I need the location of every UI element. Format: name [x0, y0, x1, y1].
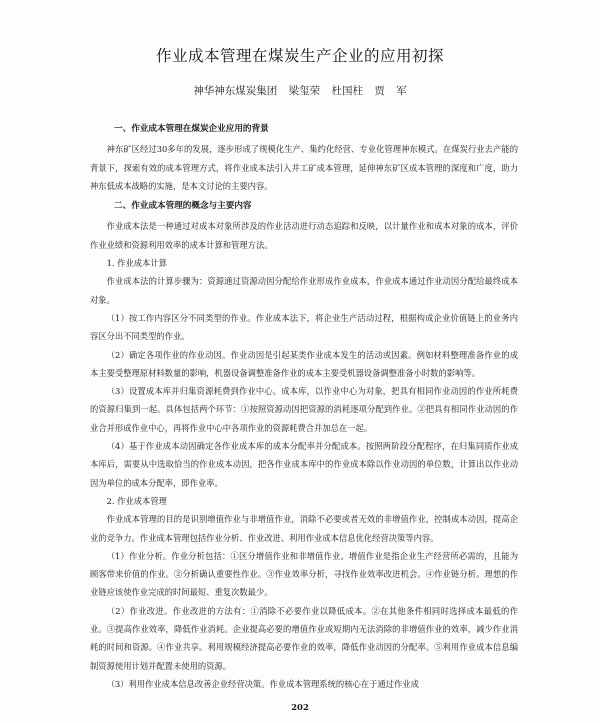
paragraph: （3）利用作业成本信息改善企业经营决策。作业成本管理系统的核心在于通过作业成	[106, 678, 419, 689]
paragraph: 作业成本法的计算步骤为：资源通过资源动因分配给作业形成作业成本，作业成本通过作业动因分配给最终成本对象。	[90, 276, 518, 305]
paragraph: 神东矿区经过30多年的发展，逐步形成了规模化生产、集约化经营、专业化管理神东模式。在煤炭行业去产能的背景下，探索有效的成本管理方式，将作业成本法引入井工矿成本管理，延伸神东矿区成本管理的深度和广度，助力神东低成本战略的实施，是本文讨论的主要内容。	[90, 144, 518, 191]
subsection-heading: 2. 作业成本管理	[106, 495, 167, 506]
paragraph: （2）确定各项作业的作业动因。作业动因是引起某类作业成本发生的活动或因素。例如材料整理准备作业的成本主要受整理原材料数量的影响，机器设备调整准备作业的成本主要受机器设备调整准备小时数的影响等。	[90, 349, 518, 378]
paragraph: （1）作业分析。作业分析包括：①区分增值作业和非增值作业。增值作业是指企业生产经营所必需的，且能为顾客带来价值的作业。②分析确认重要性作业。③作业效率分析，寻找作业效率改进机会。④作业链分析。理想的作业链应该使作业完成的时间最短、重复次数最少。	[90, 550, 518, 598]
paragraph: （2）作业改进。作业改进的方法有：①消除不必要作业以降低成本。②在其他条件相同时选择成本最低的作业。③提高作业效率，降低作业消耗。企业提高必要的增值作业或短期内无法消除的非增值作业的效率，减少作业消耗的时间和资源。④作业共享。利用规模经济提高必要作业的效率，降低作业动因的分配率。⑤利用作业成本信息编制资源使用计划并配置未使用的资源。	[90, 605, 518, 671]
paragraph: （1）按工作内容区分不同类型的作业。作业成本法下，将企业生产活动过程，根据构成企业价值链上的业务内容区分出不同类型的作业。	[90, 312, 518, 342]
paragraph: 作业成本管理的目的是识别增值作业与非增值作业，消除不必要或者无效的非增值作业，控制成本动因，提高企业的竞争力。作业成本管理包括作业分析、作业改进、利用作业成本信息优化经营决策等内容。	[90, 514, 518, 543]
page-title: 作业成本管理在煤炭生产企业的应用初探	[155, 47, 444, 65]
page-number: 202	[291, 703, 309, 713]
section-heading: 二、作业成本管理的概念与主要内容	[114, 201, 252, 212]
article-body	[90, 118, 518, 693]
author-line: 神华神东煤炭集团 梁玺荣 杜国柱 贾 军	[193, 85, 407, 97]
subsection-heading: 1. 作业成本计算	[106, 258, 167, 269]
section-heading: 一、作业成本管理在煤炭企业应用的背景	[114, 124, 269, 134]
paragraph: 作业成本法是一种通过对成本对象所涉及的作业活动进行动态追踪和反映，以计量作业和成本对象的成本，评价作业业绩和资源利用效率的成本计算和管理方法。	[90, 221, 518, 250]
paragraph: （3）设置成本库并归集资源耗费到作业中心。成本库，以作业中心为对象，把具有相同作业动因的作业所耗费的资源归集到一起。具体包括两个环节：①按照资源动因把资源的消耗逐项分配到作业。②把具有相同作业动因的作业合并形成作业中心，再将作业中心中各项作业的资源耗费合并加总在一起。	[90, 386, 518, 433]
paragraph: （4）基于作业成本动因确定各作业成本库的成本分配率并分配成本。按照两阶段分配程序，在归集同质作业成本库后，需要从中选取恰当的作业成本动因，把各作业成本库中的作业成本除以作业动因的单位数，计算出以作业动因为单位的成本分配率，即作业率。	[90, 441, 518, 488]
